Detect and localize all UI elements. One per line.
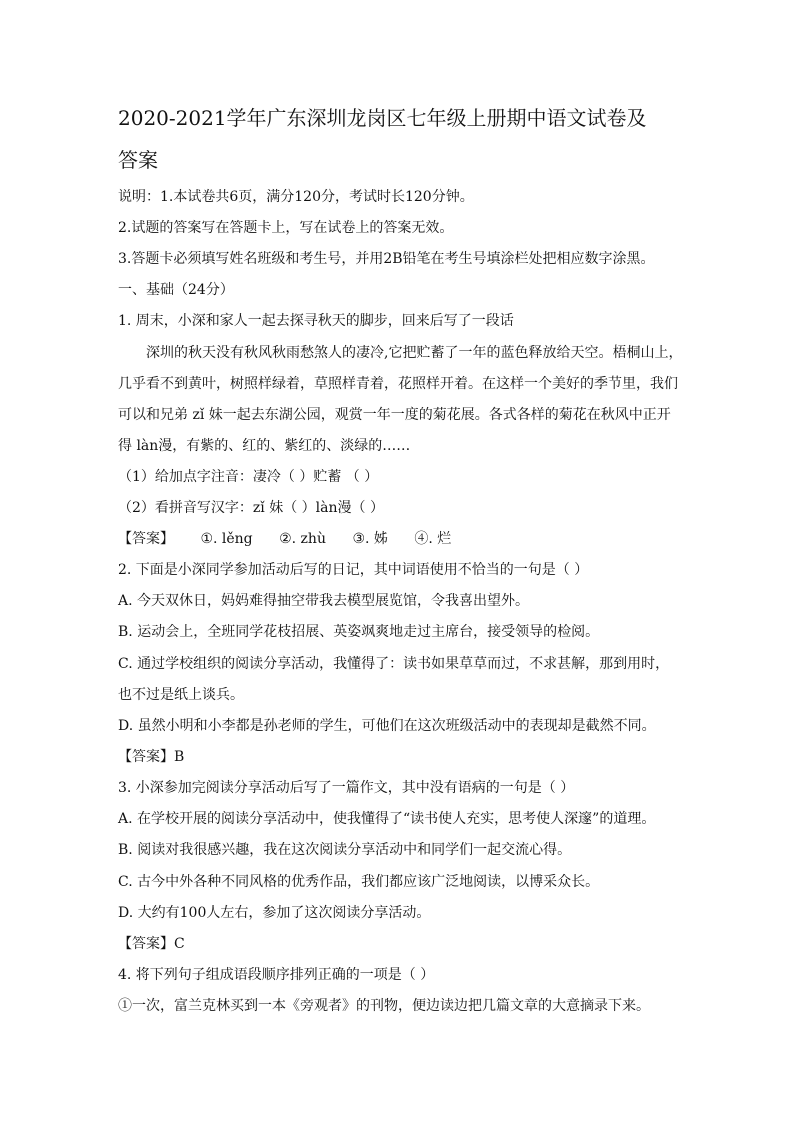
note-2: 2.试题的答案写在答题卡上，写在试卷上的答案无效。 (118, 220, 454, 236)
document-title-line-1: 2020-2021学年广东深圳龙岗区七年级上册期中语文试卷及 (118, 106, 647, 130)
q1-passage-line-3: 可以和兄弟 zǐ 妹一起去东湖公园，观赏一年一度的菊花展。各式各样的菊花在秋风中正开 (118, 407, 671, 423)
q4-stem: 4. 将下列句子组成语段顺序排列正确的一项是（ ） (118, 967, 435, 983)
answer-label: 【答案】 (118, 531, 174, 547)
q3-option-c: C. 古今中外各种不同风格的优秀作品，我们都应该广泛地阅读，以博采众长。 (118, 874, 600, 890)
q2-option-c-continued: 也不过是纸上谈兵。 (118, 687, 244, 703)
note-3: 3.答题卡必须填写姓名班级和考生号，并用2B铅笔在考生号填涂栏处把相应数字涂黑。 (118, 251, 655, 267)
section-heading-basics: 一、基础（24分） (118, 282, 234, 298)
q1-answer-4: ④. 烂 (414, 531, 452, 547)
q2-option-d: D. 虽然小明和小李都是孙老师的学生，可他们在这次班级活动中的表现却是截然不同。 (118, 718, 656, 734)
q3-answer: 【答案】C (118, 936, 185, 952)
q2-option-c: C. 通过学校组织的阅读分享活动，我懂得了：读书如果草草而过，不求甚解，那到用时， (118, 656, 670, 672)
document-title-line-2: 答案 (118, 148, 158, 172)
q3-option-d: D. 大约有100人左右，参加了这次阅读分享活动。 (118, 905, 431, 921)
q3-option-a: A. 在学校开展的阅读分享活动中，使我懂得了“读书使人充实，思考使人深邃”的道理。 (118, 811, 656, 827)
q1-answer-3: ③. 姊 (352, 531, 388, 547)
q3-stem: 3. 小深参加完阅读分享活动后写了一篇作文，其中没有语病的一句是（ ） (118, 780, 575, 796)
q2-stem: 2. 下面是小深同学参加活动后写的日记，其中词语使用不恰当的一句是（ ） (118, 562, 589, 578)
q2-option-a: A. 今天双休日，妈妈难得抽空带我去模型展览馆，令我喜出望外。 (118, 593, 530, 609)
q2-answer: 【答案】B (118, 749, 185, 765)
q1-sub-question-1: （1）给加点字注音：凄冷（ ）贮蓄 （ ） (118, 469, 379, 485)
q2-option-b: B. 运动会上，全班同学花枝招展、英姿飒爽地走过主席台，接受领导的检阅。 (118, 624, 600, 640)
q1-stem: 1. 周末，小深和家人一起去探寻秋天的脚步，回来后写了一段话 (118, 313, 514, 329)
q1-answer (118, 529, 451, 549)
q1-sub-question-2: （2）看拼音写汉字：zǐ 妹（ ）làn漫（ ） (118, 500, 384, 516)
q1-answer-1: ①. lěng (200, 531, 253, 547)
note-1: 说明：1.本试卷共6页，满分120分，考试时长120分钟。 (118, 189, 474, 205)
q1-passage-line-2: 几乎看不到黄叶，树照样绿着，草照样青着，花照样开着。在这样一个美好的季节里，我们 (118, 376, 678, 392)
q1-answer-2: ②. zhù (279, 531, 326, 547)
q1-passage-line-4: 得 làn漫，有紫的、红的、紫红的、淡绿的…… (118, 438, 411, 454)
q4-sentence-1: ①一次，富兰克林买到一本《旁观者》的刊物，便边读边把几篇文章的大意摘录下来。 (118, 998, 650, 1014)
q1-passage-line-1: 深圳的秋天没有秋风秋雨愁煞人的凄冷,它把贮蓄了一年的蓝色释放给天空。梧桐山上， (146, 345, 683, 361)
q3-option-b: B. 阅读对我很感兴趣，我在这次阅读分享活动中和同学们一起交流心得。 (118, 842, 572, 858)
